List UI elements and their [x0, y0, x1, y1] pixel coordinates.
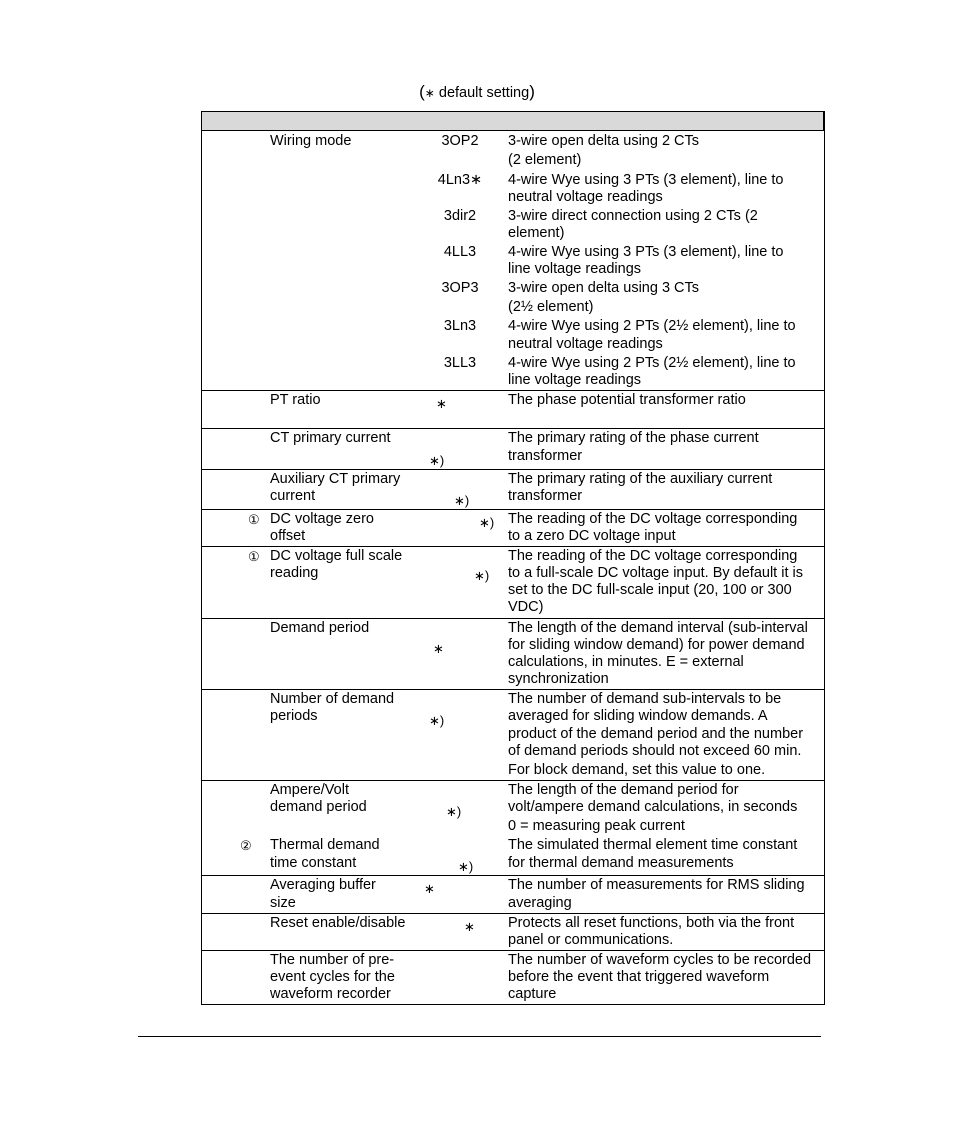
param-ampere-volt-demand-period: Ampere/Volt — [270, 782, 349, 798]
option-desc: element) — [508, 225, 565, 241]
param-desc: transformer — [508, 448, 583, 464]
param-desc: The primary rating of the auxiliary current — [508, 471, 773, 487]
option-desc: 4-wire Wye using 3 PTs (3 element), line to — [508, 172, 784, 188]
param-desc: The simulated thermal element time constant — [508, 837, 798, 853]
param-dc-voltage-full-scale: reading — [270, 565, 319, 581]
default-marker: ∗) — [458, 859, 474, 874]
note-1-marker: ① — [248, 549, 260, 564]
row-divider — [201, 950, 824, 951]
option-desc: 3-wire direct connection using 2 CTs (2 — [508, 208, 758, 224]
caption-close-paren: ) — [529, 82, 535, 101]
param-pre-event-cycles: The number of pre- — [270, 952, 395, 968]
param-desc: before the event that triggered waveform — [508, 969, 770, 985]
param-desc: The length of the demand period for — [508, 782, 739, 798]
table-header-row — [201, 111, 824, 131]
param-reset-enable-disable: Reset enable/disable — [270, 915, 406, 931]
param-averaging-buffer-size: size — [270, 895, 296, 911]
default-marker: ∗) — [429, 713, 445, 728]
param-desc: The number of waveform cycles to be recorded — [508, 952, 812, 968]
option-desc: 4-wire Wye using 2 PTs (2½ element), line to — [508, 318, 796, 334]
param-demand-period: Demand period — [270, 620, 370, 636]
option-desc: 3-wire open delta using 2 CTs — [508, 133, 700, 149]
option-desc: line voltage readings — [508, 372, 642, 388]
row-divider — [201, 875, 824, 876]
option-code: 3OP2 — [441, 133, 479, 149]
param-desc: of demand periods should not exceed 60 min. — [508, 743, 802, 759]
option-code: 3OP3 — [441, 280, 479, 296]
param-desc: averaged for sliding window demands. A — [508, 708, 768, 724]
default-marker-symbol: ∗ — [424, 86, 435, 100]
param-desc: VDC) — [508, 599, 544, 615]
option-desc: (2½ element) — [508, 299, 594, 315]
option-desc: 4-wire Wye using 3 PTs (3 element), line to — [508, 244, 784, 260]
option-code: 4LL3 — [443, 244, 477, 260]
param-desc: The phase potential transformer ratio — [508, 392, 746, 408]
param-dc-voltage-zero-offset: DC voltage zero — [270, 511, 374, 527]
param-ampere-volt-demand-period: demand period — [270, 799, 367, 815]
option-desc: (2 element) — [508, 152, 582, 168]
param-desc: averaging — [508, 895, 572, 911]
param-thermal-demand-time-constant: Thermal demand — [270, 837, 380, 853]
param-pre-event-cycles: waveform recorder — [270, 986, 391, 1002]
row-divider — [201, 469, 824, 470]
option-desc: 4-wire Wye using 2 PTs (2½ element), line to — [508, 355, 796, 371]
option-code: 3Ln3 — [443, 318, 477, 334]
param-dc-voltage-full-scale: DC voltage full scale — [270, 548, 403, 564]
param-desc: panel or communications. — [508, 932, 674, 948]
option-code: 4Ln3∗ — [437, 172, 483, 188]
row-divider — [201, 689, 824, 690]
param-aux-ct-primary-current: current — [270, 488, 316, 504]
caption-open-paren: ( — [419, 82, 425, 101]
note-2-marker: ② — [240, 838, 252, 853]
param-desc: The reading of the DC voltage corresponding — [508, 548, 798, 564]
param-averaging-buffer-size: Averaging buffer — [270, 877, 376, 893]
row-divider — [201, 546, 824, 547]
param-thermal-demand-time-constant: time constant — [270, 855, 357, 871]
option-code: 3dir2 — [443, 208, 477, 224]
default-marker: ∗) — [446, 804, 462, 819]
default-marker: ∗) — [429, 453, 445, 468]
param-desc: Protects all reset functions, both via the front — [508, 915, 795, 931]
param-desc: The length of the demand interval (sub-interval — [508, 620, 808, 636]
param-desc: synchronization — [508, 671, 609, 687]
param-desc: The primary rating of the phase current — [508, 430, 759, 446]
param-desc: for sliding window demand) for power demand — [508, 637, 805, 653]
default-marker: ∗) — [454, 493, 470, 508]
footer-rule — [138, 1036, 821, 1037]
default-marker: ∗ — [464, 919, 475, 934]
option-desc: neutral voltage readings — [508, 336, 663, 352]
row-divider — [201, 509, 824, 510]
option-desc: neutral voltage readings — [508, 189, 663, 205]
default-marker: ∗ — [433, 641, 444, 656]
option-desc: 3-wire open delta using 3 CTs — [508, 280, 700, 296]
param-pt-ratio: PT ratio — [270, 392, 321, 408]
param-desc: transformer — [508, 488, 583, 504]
param-pre-event-cycles: event cycles for the — [270, 969, 395, 985]
param-number-of-demand-periods: Number of demand — [270, 691, 395, 707]
param-ct-primary-current: CT primary current — [270, 430, 391, 446]
default-setting-caption — [0, 82, 954, 102]
param-desc: capture — [508, 986, 557, 1002]
param-desc: set to the DC full-scale input (20, 100 or 300 — [508, 582, 792, 598]
param-desc: For block demand, set this value to one. — [508, 762, 766, 778]
param-wiring-mode: Wiring mode — [270, 133, 352, 149]
param-aux-ct-primary-current: Auxiliary CT primary — [270, 471, 401, 487]
option-desc: line voltage readings — [508, 261, 642, 277]
note-1-marker: ① — [248, 512, 260, 527]
param-number-of-demand-periods: periods — [270, 708, 318, 724]
row-divider — [201, 390, 824, 391]
option-code: 3LL3 — [443, 355, 477, 371]
param-desc: to a zero DC voltage input — [508, 528, 676, 544]
param-desc: for thermal demand measurements — [508, 855, 734, 871]
row-divider — [201, 618, 824, 619]
row-divider — [201, 913, 824, 914]
row-divider — [201, 428, 824, 429]
param-desc: The number of measurements for RMS sliding — [508, 877, 805, 893]
row-divider — [201, 780, 824, 781]
default-marker: ∗) — [479, 515, 495, 530]
param-desc: to a full-scale DC voltage input. By default it is — [508, 565, 803, 581]
default-marker: ∗ — [424, 881, 435, 896]
default-marker: ∗) — [474, 568, 490, 583]
param-desc: The reading of the DC voltage corresponding — [508, 511, 798, 527]
default-marker: ∗ — [436, 396, 447, 411]
param-desc: 0 = measuring peak current — [508, 818, 685, 834]
param-desc: calculations, in minutes. E = external — [508, 654, 744, 670]
param-desc: product of the demand period and the number — [508, 726, 804, 742]
param-desc: The number of demand sub-intervals to be — [508, 691, 782, 707]
caption-text: default setting — [434, 85, 530, 101]
param-dc-voltage-zero-offset: offset — [270, 528, 306, 544]
param-desc: volt/ampere demand calculations, in seconds — [508, 799, 798, 815]
